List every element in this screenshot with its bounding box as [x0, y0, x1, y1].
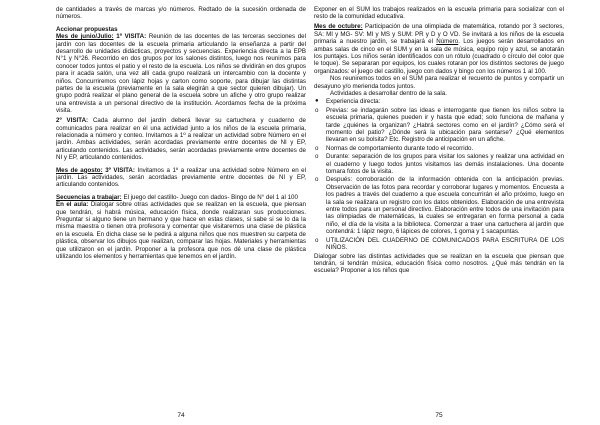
aula-heading: En el aula:	[56, 201, 89, 209]
agosto-paragraph	[56, 167, 306, 189]
list-item-text: UTILIZACIÓN DEL CUADERNO DE COMUNICADOS PARA ESCRITURA DE LOS NIÑOS.	[326, 236, 564, 252]
agosto-visit-label: 3º VISITA:	[105, 166, 135, 174]
list-item-text: Normas de comportamiento durante todo el recorrido.	[326, 144, 474, 152]
list-item	[314, 176, 564, 235]
visita2-text: Cada alumno del jardín deberá llevar su cartuchera y cuaderno de comunicados para realizar en él una actividad junto a los niños de la escuela primaria, relacionada a número y conteo. Invitamos a 1º a realizar un actividad sobre Número en el jardín. Ambas actividades, serán acordadas previamente entre docentes de NI y EP, articulando contenidos. Las actividades, serán acordadas previamente entre docentes de NI y EP, articulando contenidos.	[56, 117, 306, 162]
junio-text: Reunión de las docentes de las terceras secciones del jardín con las docentes de la escuela primaria articulando la enseñanza a partir del desarrollo de unidades didácticas, proyectos y secuencias. Experiencia directa a la EPB N°1 y N°26. Recorrido en dos grupos por los salones distintos, luego nos reunimos para conocer todos juntos el patio y el resto de la escuela. Los niños se dividirán en dos grupos para ir acada salón, una vez allí cada grupo realizará un intercambio con la docente y niños. Concurriremos con lápiz hojas y carton como soporte, para dibujar las distintas partes de la escuela (previamente en la sala elegirán a que sector quieren dibujar). Un grupo podrá realizar el plano general de la escuela sobre un afiche y otro grupo realizar una entrevista a un personal directivo de la institución. Acordamos fecha de la próxima visita.	[56, 33, 306, 115]
agosto-heading: Mes de agosto:	[56, 166, 103, 174]
agosto-text: Invitamos a 1º a realizar una actividad sobre Número en el jardín. Las actividades, serán acordadas previamente entre docentes de NI y EP, articulando contenidos.	[56, 166, 306, 189]
right-page	[314, 6, 564, 419]
left-page-text	[56, 6, 306, 261]
secuencias-paragraph	[56, 194, 306, 201]
octubre-paragraph	[314, 23, 564, 75]
list-item	[314, 153, 564, 175]
sub-bullet-marker: o	[315, 153, 319, 161]
right-intro-paragraph: Exponer en el SUM los trabajos realizados en la escuela primaria para socializar con el resto de la comunidad educativa.	[314, 6, 564, 21]
junio-heading: Mes de junio/Julio:	[56, 33, 114, 41]
octubre-underlined-word: Número	[436, 38, 459, 46]
closing-paragraph: Dialogar sobre las distintas actividades que se realizan en la escuela que piensan que tendrán, si tendrán música, educación física como nosotros. ¿Qué más tendrán en la escuela? Proponer a los niños que	[314, 252, 564, 275]
list-item-text: Experiencia directa:	[326, 98, 381, 106]
visita2-paragraph	[56, 117, 306, 161]
list-item	[314, 107, 564, 144]
left-intro-paragraph: de cantidades a través de marcas y/o números. Redtado de la sucesión ordenada de números.	[56, 6, 306, 21]
octubre-text-a: Participación de una olimpiada de matemática, rotando por 3 sectores, SA: MI y MG- SV: MI y MS y SUM: PR y D y O VD. Se invitará a los niños de la escuela primaria a nuestro jardín, se trabajará el	[314, 23, 564, 46]
secuencias-text: El juego del castillo- Juego con dados- Bingo de N° del 1 al 100	[123, 193, 298, 201]
list-item	[314, 237, 564, 252]
page-number-left: 74	[177, 412, 185, 419]
sub-bullet-marker: o	[315, 236, 319, 244]
bullet-marker: ●	[315, 98, 319, 105]
sub-bullet-marker: o	[315, 106, 319, 114]
left-page	[56, 6, 306, 419]
octubre-text-b: . Los juegos serán desarrollados en ambas salas de cinco en el SUM y en la sala de música, equipo rojo y azul, se anotarán los puntajes. Los niños serán identificados con un rótulo (cuadrado o círculo del color que le toque). Se separaran por equipos, los cuales rotaran por los distintos sectores de juego organizados: el juego del castillo, juego con dados y bingo con los números 1 al 100.	[314, 38, 564, 75]
octubre-activities-paragraph: Actividades a desarrollar dentro de la sala.	[330, 89, 447, 97]
visita2-label: 2º VISITA:	[56, 117, 89, 125]
secuencias-heading: Secuencias a trabajar:	[56, 193, 122, 201]
page-number-right: 75	[435, 412, 443, 419]
sub-bullet-marker: o	[315, 144, 319, 152]
right-page-text	[314, 6, 564, 275]
list-item-text: Después: corroboración de la información obtenida con la anticipación previas. Observación de las fotos para recordar y corroborar lugares y momentos. Encuesta a los padres a través del cuaderno a que escuela concurrirán el año próximo, luego en la sala se realizara un registro con los datos obtenidos. Elaboración de una entrevista entre todos para un personal directivo. Elaboración entre todos de una invitación para las olimpiadas de matemáticas, la cuales se entregaran en forma personal a cada niño, el día de la visita a la biblioteca. Comenzar a traer una cartuchera al jardín que contendrá: 1 lápiz negro, 6 lápices de colores, 1 goma y 1 sacapuntas.	[326, 176, 564, 236]
aula-paragraph	[56, 201, 306, 260]
list-item	[314, 145, 564, 152]
octubre-recount-paragraph: Nos reuniremos todos en el SUM para realizar el recuento de puntos y compartir un desayuno y/o merienda todos juntos.	[314, 75, 564, 90]
junio-paragraph	[56, 33, 306, 114]
sub-bullet-marker: o	[315, 176, 319, 184]
octubre-heading: Mes de octubre:	[314, 23, 363, 31]
list-item-text: Previas: se indagarán sobre las ideas e interrogante que tienen los niños sobre la escuela primaria, quienes pueden ir y hasta que edad; solo funciona de mañana y tarde ¿quiénes la organizan? ¿Habrá sectores como en el jardín? ¿Cómo será el momento del patio? ¿Dónde será la ubicación para sentarse? ¿Qué elementos llevaran en su bolsita? Etc. Registro de anticipación en un afiche.	[326, 106, 564, 144]
list-item	[314, 98, 564, 105]
aula-text: Dialogar sobre otras actividades que se realizan en la escuela, que piensan que tendrán, si habrá música, educación física, donde realizaran sus producciones. Preguntar si alguno tiene un hermano y que hace en estas clases, si sabe si se lo da la misma maestra o tienen otra profesora y comentar que visitaremos una clase de plástica en la escuela. En dicha clase se le pedirá a alguna niños que nos muestren su carpeta de plástica, observar los dibujos que realizan, comparar las hojas. Materiales y herramientas que utilizaron en el jardín. Proponer a la profesora que nos dé una clase de plástica utilizando los elementos y herramientas que tenemos en el jardín.	[56, 201, 306, 261]
junio-visit-label: 1º VISITA:	[116, 33, 147, 41]
list-item-text: Durante: separación de los grupos para visitar los salones y realizar una actividad en el cuaderno y luego todos juntos visitamos las demás instalaciones. Una docente tomara fotos de la visita.	[326, 153, 564, 176]
section-title: Accionar propuestas	[56, 25, 118, 33]
